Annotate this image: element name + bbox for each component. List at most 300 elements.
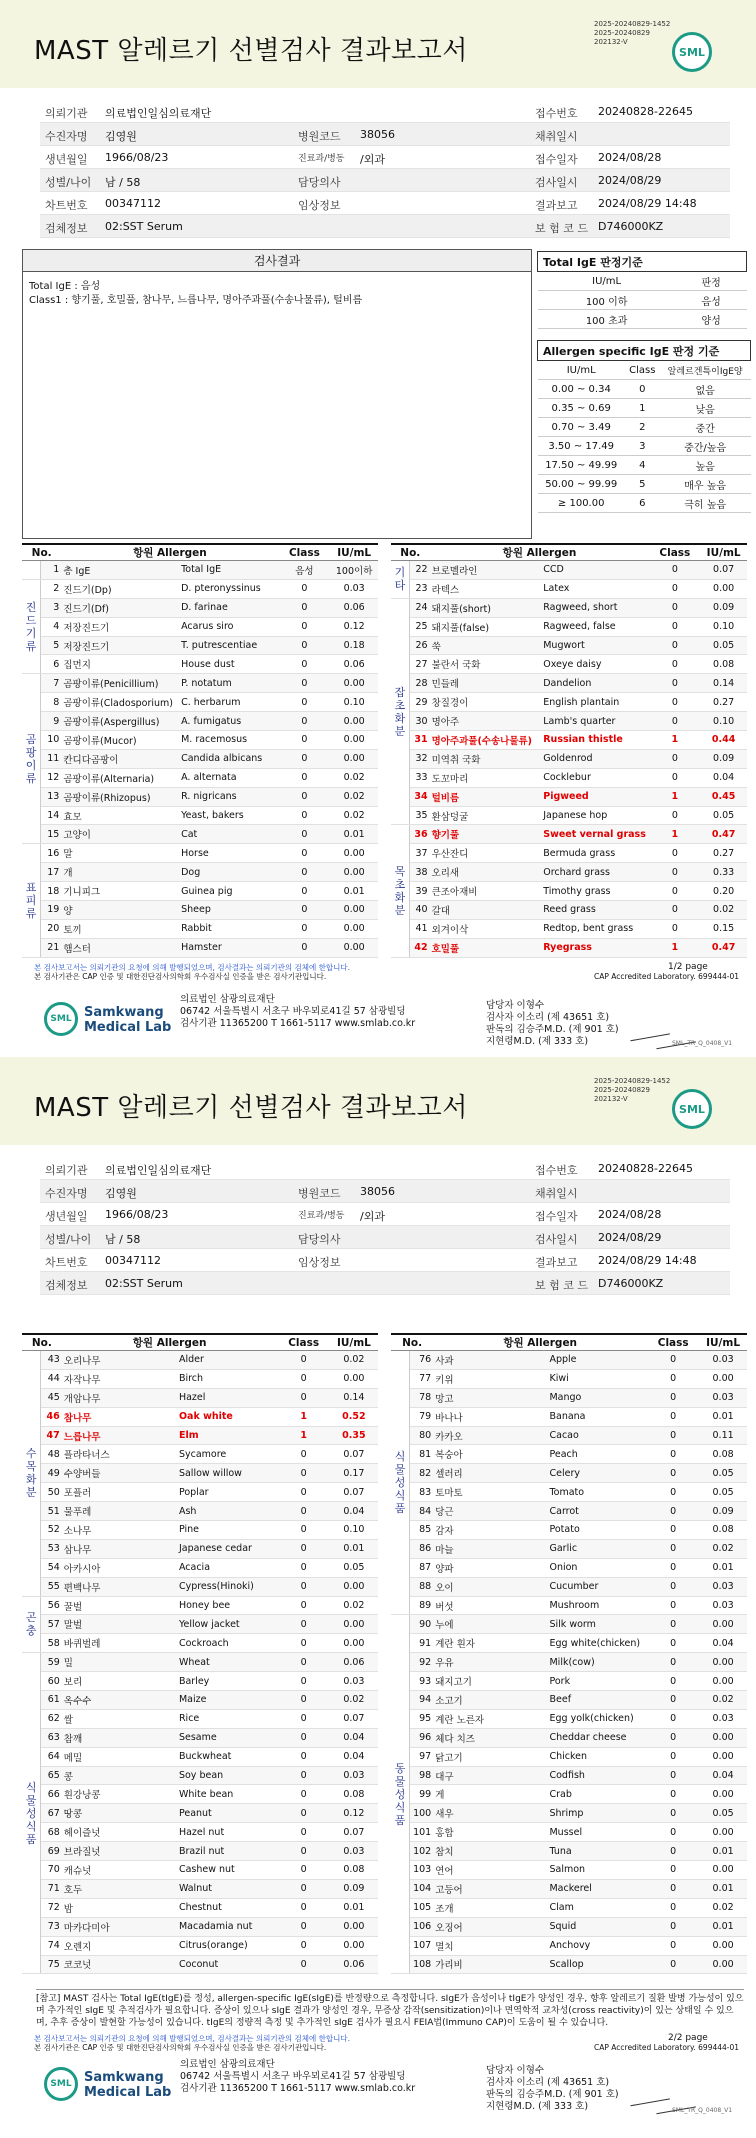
allergen-class: 0 — [279, 844, 331, 863]
allergen-class: 0 — [649, 579, 700, 598]
allergen-class: 0 — [277, 1709, 329, 1728]
allergen-name-en: Peach — [547, 1445, 647, 1464]
allergen-name-ko: 쌀 — [62, 1709, 177, 1728]
allergen-no: 90 — [410, 1615, 434, 1634]
allergen-value: 0.01 — [330, 1898, 378, 1917]
allergen-no: 13 — [41, 787, 62, 806]
allergen-no: 31 — [409, 731, 429, 750]
allergen-name-ko: 누에 — [433, 1615, 547, 1634]
allergen-name-en: Alder — [177, 1351, 278, 1370]
allergen-name-en: Milk(cow) — [547, 1653, 647, 1672]
allergen-row — [391, 1653, 747, 1672]
allergen-name-en: Sallow willow — [177, 1464, 278, 1483]
allergen-name-ko: 호두 — [62, 1879, 177, 1898]
allergen-row — [391, 1558, 747, 1577]
allergen-value: 0.11 — [699, 1426, 747, 1445]
allergen-row — [391, 1955, 747, 1974]
allergen-name-ko: 느릅나무 — [62, 1426, 177, 1445]
allergen-name-ko: 홍합 — [433, 1823, 547, 1842]
allergen-row — [22, 1483, 378, 1502]
allergen-no: 75 — [41, 1955, 62, 1974]
allergen-group: 식물성식품 — [391, 1351, 410, 1615]
allergen-no: 74 — [41, 1936, 62, 1955]
allergen-name-en: Honey bee — [177, 1596, 278, 1615]
allergen-no: 83 — [410, 1483, 434, 1502]
lab-address: 의료법인 삼광의료재단 06742 서울특별시 서초구 바우뫼로41길 57 삼광빌딩 검사기관 11365200 T 1661-5117 www.smlab.co.kr — [180, 994, 416, 1029]
allergen-no: 80 — [410, 1426, 434, 1445]
allergen-name-ko: 삼나무 — [62, 1539, 177, 1558]
allergen-name-ko: 곰팡이류(Mucor) — [61, 731, 179, 750]
allergen-class: 0 — [647, 1445, 699, 1464]
report-date: 2024/08/29 14:48 — [598, 197, 697, 210]
allergen-value: 0.08 — [699, 1521, 747, 1540]
allergen-no: 51 — [41, 1502, 62, 1521]
allergen-name-ko: 흰강낭콩 — [62, 1785, 177, 1804]
allergen-value: 0.03 — [699, 1351, 747, 1370]
allergen-name-en: White bean — [177, 1785, 278, 1804]
allergen-class: 0 — [647, 1804, 699, 1823]
allergen-no: 105 — [410, 1898, 434, 1917]
allergen-row — [391, 1804, 747, 1823]
allergen-value: 0.00 — [330, 1577, 378, 1596]
allergen-name-en: Wheat — [177, 1653, 278, 1672]
allergen-value: 0.01 — [699, 1842, 747, 1861]
allergen-value: 0.03 — [699, 1709, 747, 1728]
allergen-name-ko: 양파 — [433, 1558, 547, 1577]
allergen-no: 47 — [41, 1426, 62, 1445]
allergen-value: 0.02 — [330, 806, 378, 825]
allergen-name-en: Potato — [547, 1521, 647, 1540]
allergen-value: 0.27 — [700, 693, 747, 712]
allergen-row — [22, 901, 378, 920]
allergen-row — [391, 1369, 747, 1388]
allergen-name-ko: 복숭아 — [433, 1445, 547, 1464]
allergen-value: 0.01 — [699, 1879, 747, 1898]
allergen-name-ko: 개암나무 — [62, 1388, 177, 1407]
allergen-row — [22, 636, 378, 655]
allergen-class: 0 — [277, 1577, 329, 1596]
allergen-name-en: Cypress(Hinoki) — [177, 1577, 278, 1596]
allergen-name-ko: 토마토 — [433, 1483, 547, 1502]
allergen-name-ko: 고등어 — [433, 1879, 547, 1898]
allergen-value: 0.00 — [330, 1369, 378, 1388]
allergen-class: 0 — [647, 1539, 699, 1558]
allergen-name-ko: 새우 — [433, 1804, 547, 1823]
allergen-value: 0.02 — [699, 1539, 747, 1558]
allergen-row — [391, 1615, 747, 1634]
allergen-name-ko: 환삼덩굴 — [430, 806, 542, 825]
report-page-1: MAST 알레르기 선별검사 결과보고서 2025-20240829-1452 2025-20240829 202132-V SML 의뢰기관 의료법인일심의료재단 접수번호 20240828-22645 수진자명 김영원 병원코드 38056 채취일시 생년월일 1966/08/23 진료과/병동 /외과 접수일자 2024/08/28 성별/나이 남 / 58 담당의사 검사일시 2024/08/29 차트번호 00347112 임상정보 결과보고 2024/08/29 14:48 검체정보 02:SST Serum 보 험 코 드 D746000KZ 검사결과 Total IgE : 음성 Class1 : 향기풀, 호밀풀, 참나무, 느릅나무, 명아주과풀(수송나물류), 털비름 Total IgE 판정기준 IU/mL 판정 100 이하 음성 100 초과 양성 Allergen specific IgE 판정 기준 IU/mL Class 알레르겐특이IgE양 0.00 ~ 0.34 0 없음 0.35 ~ 0.69 1 낮음 0.70 ~ 3.49 2 중간 3.50 ~ 17.49 3 중간/높음 17.50 ~ 49.99 4 높음 50.00 ~ 99.99 5 매우 높음 ≥ 100.00 6 극히 높음 No. 항원 Allergen Class IU/mL 1 총 IgE Total IgE 음성 100이하 진드기류 2 진드기(Dp) D. pteronyssinus 0 0.03 3 진드기(Df) D. farinae 0 0.06 4 저장진드기 Acarus siro 0 0.12 5 저장진드기 T. putrescentiae 0 0.18 6 집먼지 House dust 0 0.06 곰팡이류 7 곰팡이류(Penicillium) P. notatum 0 0.00 8 곰팡이류(Cladosporium) C. herbarum 0 0.10 9 곰팡이류(Aspergillus) A. fumigatus 0 0.00 10 곰팡이류(Mucor) M. racemosus 0 0.00 11 칸디다곰팡이 Candida albicans 0 0.00 12 곰팡이류(Alternaria) A. alternata 0 0.02 13 곰팡이류(Rhizopus) R. nigricans 0 0.02 14 효모 Yeast, bakers 0 0.02 15 고양이 Cat 0 0.01 표피류 16 말 Horse 0 0.00 17 개 Dog 0 0.00 18 기니피그 Guinea pig 0 0.01 19 양 Sheep 0 0.00 20 토끼 Rabbit 0 0.00 21 햄스터 Hamster 0 0.00 No. 항원 Allergen Class IU/mL 기타 22 브로멜라인 CCD 0 0.07 23 라텍스 Latex 0 0.00 잡초화분 24 돼지풀(short) Ragweed, short 0 0.09 25 돼지풀(false) Ragweed, false 0 0.10 26 쑥 Mugwort 0 0.05 27 불란서 국화 Oxeye daisy 0 0.08 28 민들레 Dandelion 0 0.14 29 창질경이 English plantain 0 0.27 30 명아주 Lamb's quarter 0 0.10 31 명아주과풀(수송나물류) Russian thistle 1 0.44 32 미역취 국화 Goldenrod 0 0.09 33 도꼬마리 Cocklebur 0 0.04 34 털비름 Pigweed 1 0.45 35 환삼덩굴 Japanese hop 0 0.05 목초화분 36 향기풀 Sweet vernal grass 1 0.47 37 우산잔디 Bermuda grass 0 0.27 38 오리새 Orchard grass 0 0.33 39 큰조아재비 Timothy grass 0 0.20 40 갈대 Reed grass 0 0.02 41 외겨이삭 Redtop, bent grass 0 0.15 42 호밀풀 Ryegrass 1 0.47 본 검사보고서는 의뢰기관의 요청에 의해 발행되었으며, 검사결과는 의뢰기관의 검체에 한합니다. 본 검사기관은 CAP 인증 및 대한진단검사의학회 우수검사실 인증을 받은 검사기관입니다. 1/2 page CAP Accredited Laboratory. 699444-01 SML Samkwang Medical Lab 의료법인 삼광의료재단 06742 서울특별시 서초구 바우뫼로41길 57 삼광빌딩 검사기관 11365200 T 1661-5117 www.smlab.co.kr 담당자 이형수 검사자 이소리 (제 43651 호) 판독의 김승주M.D. (제 901 호) 지현령M.D. (제 333 호) SML_TR_Q_0408_V1 — [0, 0, 756, 1045]
allergen-value: 0.07 — [330, 1823, 378, 1842]
allergen-name-en: Silk worm — [547, 1615, 647, 1634]
allergen-name-ko: 외겨이삭 — [430, 919, 542, 938]
allergen-name-en: Barley — [177, 1672, 278, 1691]
allergen-class: 0 — [647, 1672, 699, 1691]
allergen-class: 음성 — [279, 561, 331, 580]
allergen-name-ko: 멸치 — [433, 1936, 547, 1955]
allergen-class: 0 — [277, 1615, 329, 1634]
allergen-name-en: Ryegrass — [541, 938, 649, 957]
allergen-class: 0 — [277, 1351, 329, 1370]
allergen-no: 63 — [41, 1728, 62, 1747]
allergen-row — [22, 1577, 378, 1596]
allergen-name-ko: 양 — [61, 901, 179, 920]
allergen-name-ko: 개 — [61, 863, 179, 882]
reference-notes: [참고] MAST 검사는 Total IgE(tIgE)를 정성, allergen-specific IgE(sIgE)를 반정량으로 측정합니다. sIgE가 음성이나 tIgE가 양성인 경우, 향후 알레르기 질환 발병 가능성이 있으며 추가적인 sIgE 및 추적검사가 필요합니다. 증상이 있으나 sIgE 결과가 양성인 경우, 무증상 감작(sensitization)이나 면역학적 교차성(cross reactivity)이 있는 상태일 수 있으며, 추후 증상이 발현할 가능성이 있습니다. tIgE의 정량적 측정 및 추가적인 sIgE 검사가 필요시 FEIA법(Immuno CAP)이 도움이 될 수 있습니다. — [36, 1989, 744, 2029]
allergen-name-ko: 돼지풀(false) — [430, 617, 542, 636]
allergen-value: 0.47 — [700, 825, 747, 844]
allergen-value: 0.08 — [330, 1785, 378, 1804]
allergen-name-ko: 명아주과풀(수송나물류) — [430, 731, 542, 750]
allergen-class: 0 — [649, 882, 700, 901]
chart-no: 00347112 — [105, 197, 161, 210]
allergen-class: 0 — [277, 1861, 329, 1880]
allergen-name-en: Mushroom — [547, 1596, 647, 1615]
allergen-name-en: Maize — [177, 1691, 278, 1710]
allergen-value: 0.00 — [700, 579, 747, 598]
allergen-row — [391, 1577, 747, 1596]
allergen-value: 0.02 — [330, 768, 378, 787]
allergen-value: 0.03 — [699, 1596, 747, 1615]
allergen-value: 0.00 — [330, 844, 378, 863]
allergen-row — [391, 806, 747, 825]
allergen-value: 0.06 — [330, 1653, 378, 1672]
allergen-no: 59 — [41, 1653, 62, 1672]
allergen-row — [391, 1521, 747, 1540]
allergen-row — [391, 749, 747, 768]
allergen-name-en: Codfish — [547, 1766, 647, 1785]
allergen-name-en: Dog — [179, 863, 278, 882]
allergen-class: 0 — [277, 1766, 329, 1785]
allergen-name-ko: 참치 — [433, 1842, 547, 1861]
allergen-row — [22, 1464, 378, 1483]
allergen-name-en: Egg white(chicken) — [547, 1634, 647, 1653]
allergen-row — [22, 1653, 378, 1672]
allergen-group: 기타 — [391, 561, 409, 599]
allergen-class: 0 — [647, 1823, 699, 1842]
allergen-name-ko: 우산잔디 — [430, 844, 542, 863]
allergen-name-ko: 감자 — [433, 1521, 547, 1540]
allergen-name-ko: 게 — [433, 1785, 547, 1804]
allergen-row — [391, 1445, 747, 1464]
allergen-class: 0 — [649, 674, 700, 693]
allergen-row — [391, 1879, 747, 1898]
allergen-table-p2-left: No. 항원 Allergen Class IU/mL 수목화분 43 오리나무 Alder 0 0.02 44 자작나무 Birch 0 0.00 45 개암나무 Hazel 0 0.14 46 참나무 Oak white 1 0.52 47 느릅나무 Elm 1 0.35 48 플라타너스 Sycamore 0 0.07 49 수양버들 Sallow willow 0 0.17 50 포플러 Poplar 0 0.07 51 물푸레 Ash 0 0.04 52 소나무 Pine 0 0.10 53 삼나무 Japanese cedar 0 0.01 54 아카시아 Acacia 0 0.05 55 편백나무 Cypress(Hinoki) 0 0.00 곤충 56 꿀벌 Honey bee 0 0.02 57 말벌 Yellow jacket 0 0.00 58 바퀴벌레 Cockroach 0 0.00 식물성식품 59 밀 Wheat 0 0.06 60 보리 Barley 0 0.03 61 옥수수 Maize 0 0.02 62 쌀 Rice 0 0.07 63 참깨 Sesame 0 0.04 64 메밀 Buckwheat 0 0.04 65 콩 Soy bean 0 0.03 66 흰강낭콩 White bean 0 0.08 67 땅콩 Peanut 0 0.12 68 헤이즐넛 Hazel nut 0 0.07 69 브라질넛 Brazil nut 0 0.03 70 캐슈넛 Cashew nut 0 0.08 71 호두 Walnut 0 0.09 72 밤 Chestnut 0 0.01 73 마카다미아 Macadamia nut 0 0.00 74 오렌지 Citrus(orange) 0 0.00 75 코코넛 Coconut 0 0.06 — [22, 1333, 378, 1974]
allergen-class: 0 — [277, 1634, 329, 1653]
allergen-class: 0 — [647, 1766, 699, 1785]
allergen-row — [22, 938, 378, 957]
allergen-class: 0 — [647, 1747, 699, 1766]
allergen-name-en: Celery — [547, 1464, 647, 1483]
allergen-name-en: Coconut — [177, 1955, 278, 1974]
allergen-name-en: Sycamore — [177, 1445, 278, 1464]
allergen-name-en: T. putrescentiae — [179, 636, 278, 655]
allergen-name-en: Peanut — [177, 1804, 278, 1823]
allergen-class: 0 — [277, 1936, 329, 1955]
allergen-value: 0.00 — [699, 1728, 747, 1747]
allergen-no: 58 — [41, 1634, 62, 1653]
allergen-name-ko: 호밀풀 — [430, 938, 542, 957]
allergen-name-en: Soy bean — [177, 1766, 278, 1785]
allergen-name-en: Candida albicans — [179, 749, 278, 768]
allergen-name-ko: 가리비 — [433, 1955, 547, 1974]
allergen-name-en: D. pteronyssinus — [179, 579, 278, 598]
allergen-name-ko: 향기풀 — [430, 825, 542, 844]
allergen-row — [22, 1861, 378, 1880]
allergen-value: 0.09 — [330, 1879, 378, 1898]
allergen-value: 0.00 — [330, 1615, 378, 1634]
allergen-value: 0.00 — [699, 1823, 747, 1842]
allergen-name-en: Salmon — [547, 1861, 647, 1880]
allergen-row — [22, 1842, 378, 1861]
allergen-no: 65 — [41, 1766, 62, 1785]
allergen-row — [22, 1596, 378, 1615]
allergen-value: 0.08 — [700, 655, 747, 674]
allergen-class: 0 — [647, 1879, 699, 1898]
allergen-name-ko: 곰팡이류(Alternaria) — [61, 768, 179, 787]
allergen-name-en: Carrot — [547, 1502, 647, 1521]
sml-logo-icon: SML — [672, 1089, 712, 1129]
allergen-class: 1 — [649, 938, 700, 957]
allergen-name-ko: 참깨 — [62, 1728, 177, 1747]
allergen-no: 10 — [41, 731, 62, 750]
allergen-name-ko: 셀러리 — [433, 1464, 547, 1483]
allergen-name-ko: 닭고기 — [433, 1747, 547, 1766]
allergen-row — [22, 1539, 378, 1558]
allergen-class: 1 — [649, 825, 700, 844]
allergen-row — [391, 1785, 747, 1804]
allergen-row — [22, 1785, 378, 1804]
allergen-row — [22, 1445, 378, 1464]
allergen-row — [391, 882, 747, 901]
allergen-no: 79 — [410, 1407, 434, 1426]
allergen-no: 76 — [410, 1351, 434, 1370]
allergen-name-en: Latex — [541, 579, 649, 598]
allergen-no: 12 — [41, 768, 62, 787]
allergen-no: 48 — [41, 1445, 62, 1464]
allergen-group: 표피류 — [22, 844, 41, 957]
allergen-name-ko: 연어 — [433, 1861, 547, 1880]
allergen-class: 0 — [279, 825, 331, 844]
allergen-no: 104 — [410, 1879, 434, 1898]
allergen-name-ko: 오렌지 — [62, 1936, 177, 1955]
allergen-class: 0 — [649, 561, 700, 580]
specimen: 02:SST Serum — [105, 220, 183, 233]
allergen-name-ko: 고양이 — [61, 825, 179, 844]
allergen-name-ko: 햄스터 — [61, 938, 179, 957]
allergen-value: 0.01 — [699, 1407, 747, 1426]
allergen-name-en: Kiwi — [547, 1369, 647, 1388]
allergen-name-en: Egg yolk(chicken) — [547, 1709, 647, 1728]
allergen-no: 93 — [410, 1672, 434, 1691]
allergen-name-en: Anchovy — [547, 1936, 647, 1955]
allergen-name-ko: 계란 흰자 — [433, 1634, 547, 1653]
allergen-name-en: Guinea pig — [179, 882, 278, 901]
allergen-value: 0.00 — [330, 938, 378, 957]
allergen-name-en: Ragweed, short — [541, 598, 649, 617]
allergen-value: 0.03 — [699, 1388, 747, 1407]
allergen-name-ko: 민들레 — [430, 674, 542, 693]
allergen-value: 0.27 — [700, 844, 747, 863]
allergen-value: 0.33 — [700, 863, 747, 882]
allergen-value: 0.00 — [330, 712, 378, 731]
ward-code: 38056 — [360, 128, 395, 141]
allergen-name-ko: 진드기(Df) — [61, 598, 179, 617]
allergen-class: 0 — [649, 806, 700, 825]
allergen-value: 0.06 — [330, 655, 378, 674]
allergen-value: 0.00 — [699, 1861, 747, 1880]
allergen-row — [22, 1898, 378, 1917]
allergen-value: 0.00 — [699, 1369, 747, 1388]
allergen-name-en: Onion — [547, 1558, 647, 1577]
allergen-no: 5 — [41, 636, 62, 655]
allergen-name-ko: 브로멜라인 — [430, 561, 542, 580]
allergen-row — [391, 1388, 747, 1407]
allergen-name-ko: 밤 — [62, 1898, 177, 1917]
allergen-name-ko: 말벌 — [62, 1615, 177, 1634]
allergen-class: 0 — [647, 1634, 699, 1653]
allergen-name-en: Cashew nut — [177, 1861, 278, 1880]
report-header: MAST 알레르기 선별검사 결과보고서 2025-20240829-1452 2025-20240829 202132-V SML — [0, 1057, 756, 1145]
allergen-name-en: Acarus siro — [179, 617, 278, 636]
allergen-no: 95 — [410, 1709, 434, 1728]
allergen-name-ko: 털비름 — [430, 787, 542, 806]
allergen-class: 0 — [279, 712, 331, 731]
allergen-row — [391, 693, 747, 712]
allergen-no: 17 — [41, 863, 62, 882]
allergen-row — [391, 1407, 747, 1426]
allergen-row — [22, 1388, 378, 1407]
patient-name: 김영원 — [105, 130, 137, 143]
allergen-class: 0 — [649, 863, 700, 882]
allergen-row — [391, 712, 747, 731]
allergen-class: 0 — [647, 1936, 699, 1955]
allergen-name-en: Timothy grass — [541, 882, 649, 901]
report-title: MAST 알레르기 선별검사 결과보고서 — [34, 36, 468, 66]
allergen-name-ko: 창질경이 — [430, 693, 542, 712]
allergen-name-ko: 참나무 — [62, 1407, 177, 1426]
allergen-row — [391, 938, 747, 957]
allergen-no: 43 — [41, 1351, 62, 1370]
allergen-name-ko: 키위 — [433, 1369, 547, 1388]
allergen-name-en: Cheddar cheese — [547, 1728, 647, 1747]
allergen-no: 81 — [410, 1445, 434, 1464]
allergen-row — [22, 561, 378, 580]
allergen-no: 82 — [410, 1464, 434, 1483]
allergen-name-ko: 기니피그 — [61, 882, 179, 901]
page-number: 1/2 page — [668, 962, 708, 972]
allergen-name-ko: 저장진드기 — [61, 636, 179, 655]
allergen-value: 0.06 — [330, 598, 378, 617]
allergen-class: 0 — [279, 617, 331, 636]
allergen-no: 89 — [410, 1596, 434, 1615]
page-number: 2/2 page — [668, 2033, 708, 2043]
allergen-class: 0 — [279, 882, 331, 901]
allergen-row — [391, 1936, 747, 1955]
allergen-no: 36 — [409, 825, 429, 844]
allergen-class: 0 — [647, 1861, 699, 1880]
allergen-no: 25 — [409, 617, 429, 636]
allergen-value: 0.10 — [700, 617, 747, 636]
allergen-value: 0.14 — [330, 1388, 378, 1407]
allergen-row — [391, 1672, 747, 1691]
allergen-no: 44 — [41, 1369, 62, 1388]
allergen-value: 0.04 — [330, 1502, 378, 1521]
allergen-no: 78 — [410, 1388, 434, 1407]
allergen-name-en: Rabbit — [179, 919, 278, 938]
allergen-name-ko: 꿀벌 — [62, 1596, 177, 1615]
allergen-class: 0 — [277, 1917, 329, 1936]
allergen-value: 0.04 — [330, 1728, 378, 1747]
allergen-name-en: M. racemosus — [179, 731, 278, 750]
allergen-row — [22, 1369, 378, 1388]
allergen-row — [22, 674, 378, 693]
allergen-value: 0.15 — [700, 919, 747, 938]
allergen-no: 86 — [410, 1539, 434, 1558]
allergen-name-ko: 라텍스 — [430, 579, 542, 598]
allergen-no: 97 — [410, 1747, 434, 1766]
allergen-class: 0 — [647, 1785, 699, 1804]
allergen-name-ko: 우유 — [433, 1653, 547, 1672]
allergen-no: 45 — [41, 1388, 62, 1407]
allergen-value: 0.10 — [700, 712, 747, 731]
result-header: 검사결과 — [23, 250, 531, 272]
allergen-name-en: Cocklebur — [541, 768, 649, 787]
allergen-table-p2-right: No. 항원 Allergen Class IU/mL 식물성식품 76 사과 Apple 0 0.03 77 키위 Kiwi 0 0.00 78 망고 Mango 0 0.03 79 바나나 Banana 0 0.01 80 카카오 Cacao 0 0.11 81 복숭아 Peach 0 0.08 82 셀러리 Celery 0 0.05 83 토마토 Tomato 0 0.05 84 당근 Carrot 0 0.09 85 감자 Potato 0 0.08 86 마늘 Garlic 0 0.02 87 양파 Onion 0 0.01 88 오이 Cucumber 0 0.03 89 버섯 Mushroom 0 0.03 동물성식품 90 누에 Silk worm 0 0.00 91 계란 흰자 Egg white(chicken) 0 0.04 92 우유 Milk(cow) 0 0.00 93 돼지고기 Pork 0 0.00 94 소고기 Beef 0 0.02 95 계란 노른자 Egg yolk(chicken) 0 0.03 96 체다 치즈 Cheddar cheese 0 0.00 97 닭고기 Chicken 0 0.00 98 대구 Codfish 0 0.04 99 게 Crab 0 0.00 100 새우 Shrimp 0 0.05 101 홍합 Mussel 0 0.00 102 참치 Tuna 0 0.01 103 연어 Salmon 0 0.00 104 고등어 Mackerel 0 0.01 105 조개 Clam 0 0.02 106 오징어 Squid 0 0.01 107 멸치 Anchovy 0 0.00 108 가리비 Scallop 0 0.00 — [391, 1333, 747, 1974]
allergen-name-ko: 땅콩 — [62, 1804, 177, 1823]
allergen-no: 42 — [409, 938, 429, 957]
report-code: 2025-20240829-1452 2025-20240829 202132-V — [594, 20, 671, 46]
allergen-value: 0.03 — [330, 579, 378, 598]
allergen-name-ko: 헤이즐넛 — [62, 1823, 177, 1842]
allergen-class: 0 — [279, 636, 331, 655]
allergen-class: 0 — [649, 693, 700, 712]
allergen-name-ko: 메밀 — [62, 1747, 177, 1766]
allergen-no: 62 — [41, 1709, 62, 1728]
allergen-no: 30 — [409, 712, 429, 731]
allergen-value: 0.07 — [330, 1483, 378, 1502]
allergen-row — [391, 1596, 747, 1615]
allergen-value: 0.02 — [330, 1691, 378, 1710]
allergen-group: 동물성식품 — [391, 1615, 410, 1974]
allergen-value: 0.00 — [699, 1672, 747, 1691]
allergen-row — [22, 806, 378, 825]
allergen-row — [22, 1672, 378, 1691]
result-box — [22, 249, 532, 539]
allergen-no: 101 — [410, 1823, 434, 1842]
allergen-name-en: Tuna — [547, 1842, 647, 1861]
allergen-class: 0 — [649, 919, 700, 938]
allergen-group: 곰팡이류 — [22, 674, 41, 844]
allergen-name-ko: 보리 — [62, 1672, 177, 1691]
allergen-row — [391, 1917, 747, 1936]
allergen-name-ko: 마늘 — [433, 1539, 547, 1558]
allergen-name-en: Sweet vernal grass — [541, 825, 649, 844]
allergen-class: 1 — [649, 787, 700, 806]
allergen-row — [391, 768, 747, 787]
allergen-value: 0.02 — [330, 787, 378, 806]
allergen-value: 0.00 — [330, 863, 378, 882]
lab-doctors: 담당자 이형수 검사자 이소리 (제 43651 호) 판독의 김승주M.D. (제 901 호) 지현령M.D. (제 333 호) — [486, 1000, 619, 1047]
allergen-value: 0.05 — [699, 1804, 747, 1823]
allergen-row — [22, 825, 378, 844]
allergen-value: 0.04 — [330, 1747, 378, 1766]
reg-no: 20240828-22645 — [598, 105, 693, 118]
allergen-no: 39 — [409, 882, 429, 901]
allergen-class: 0 — [279, 731, 331, 750]
allergen-class: 0 — [649, 636, 700, 655]
allergen-row — [391, 1842, 747, 1861]
